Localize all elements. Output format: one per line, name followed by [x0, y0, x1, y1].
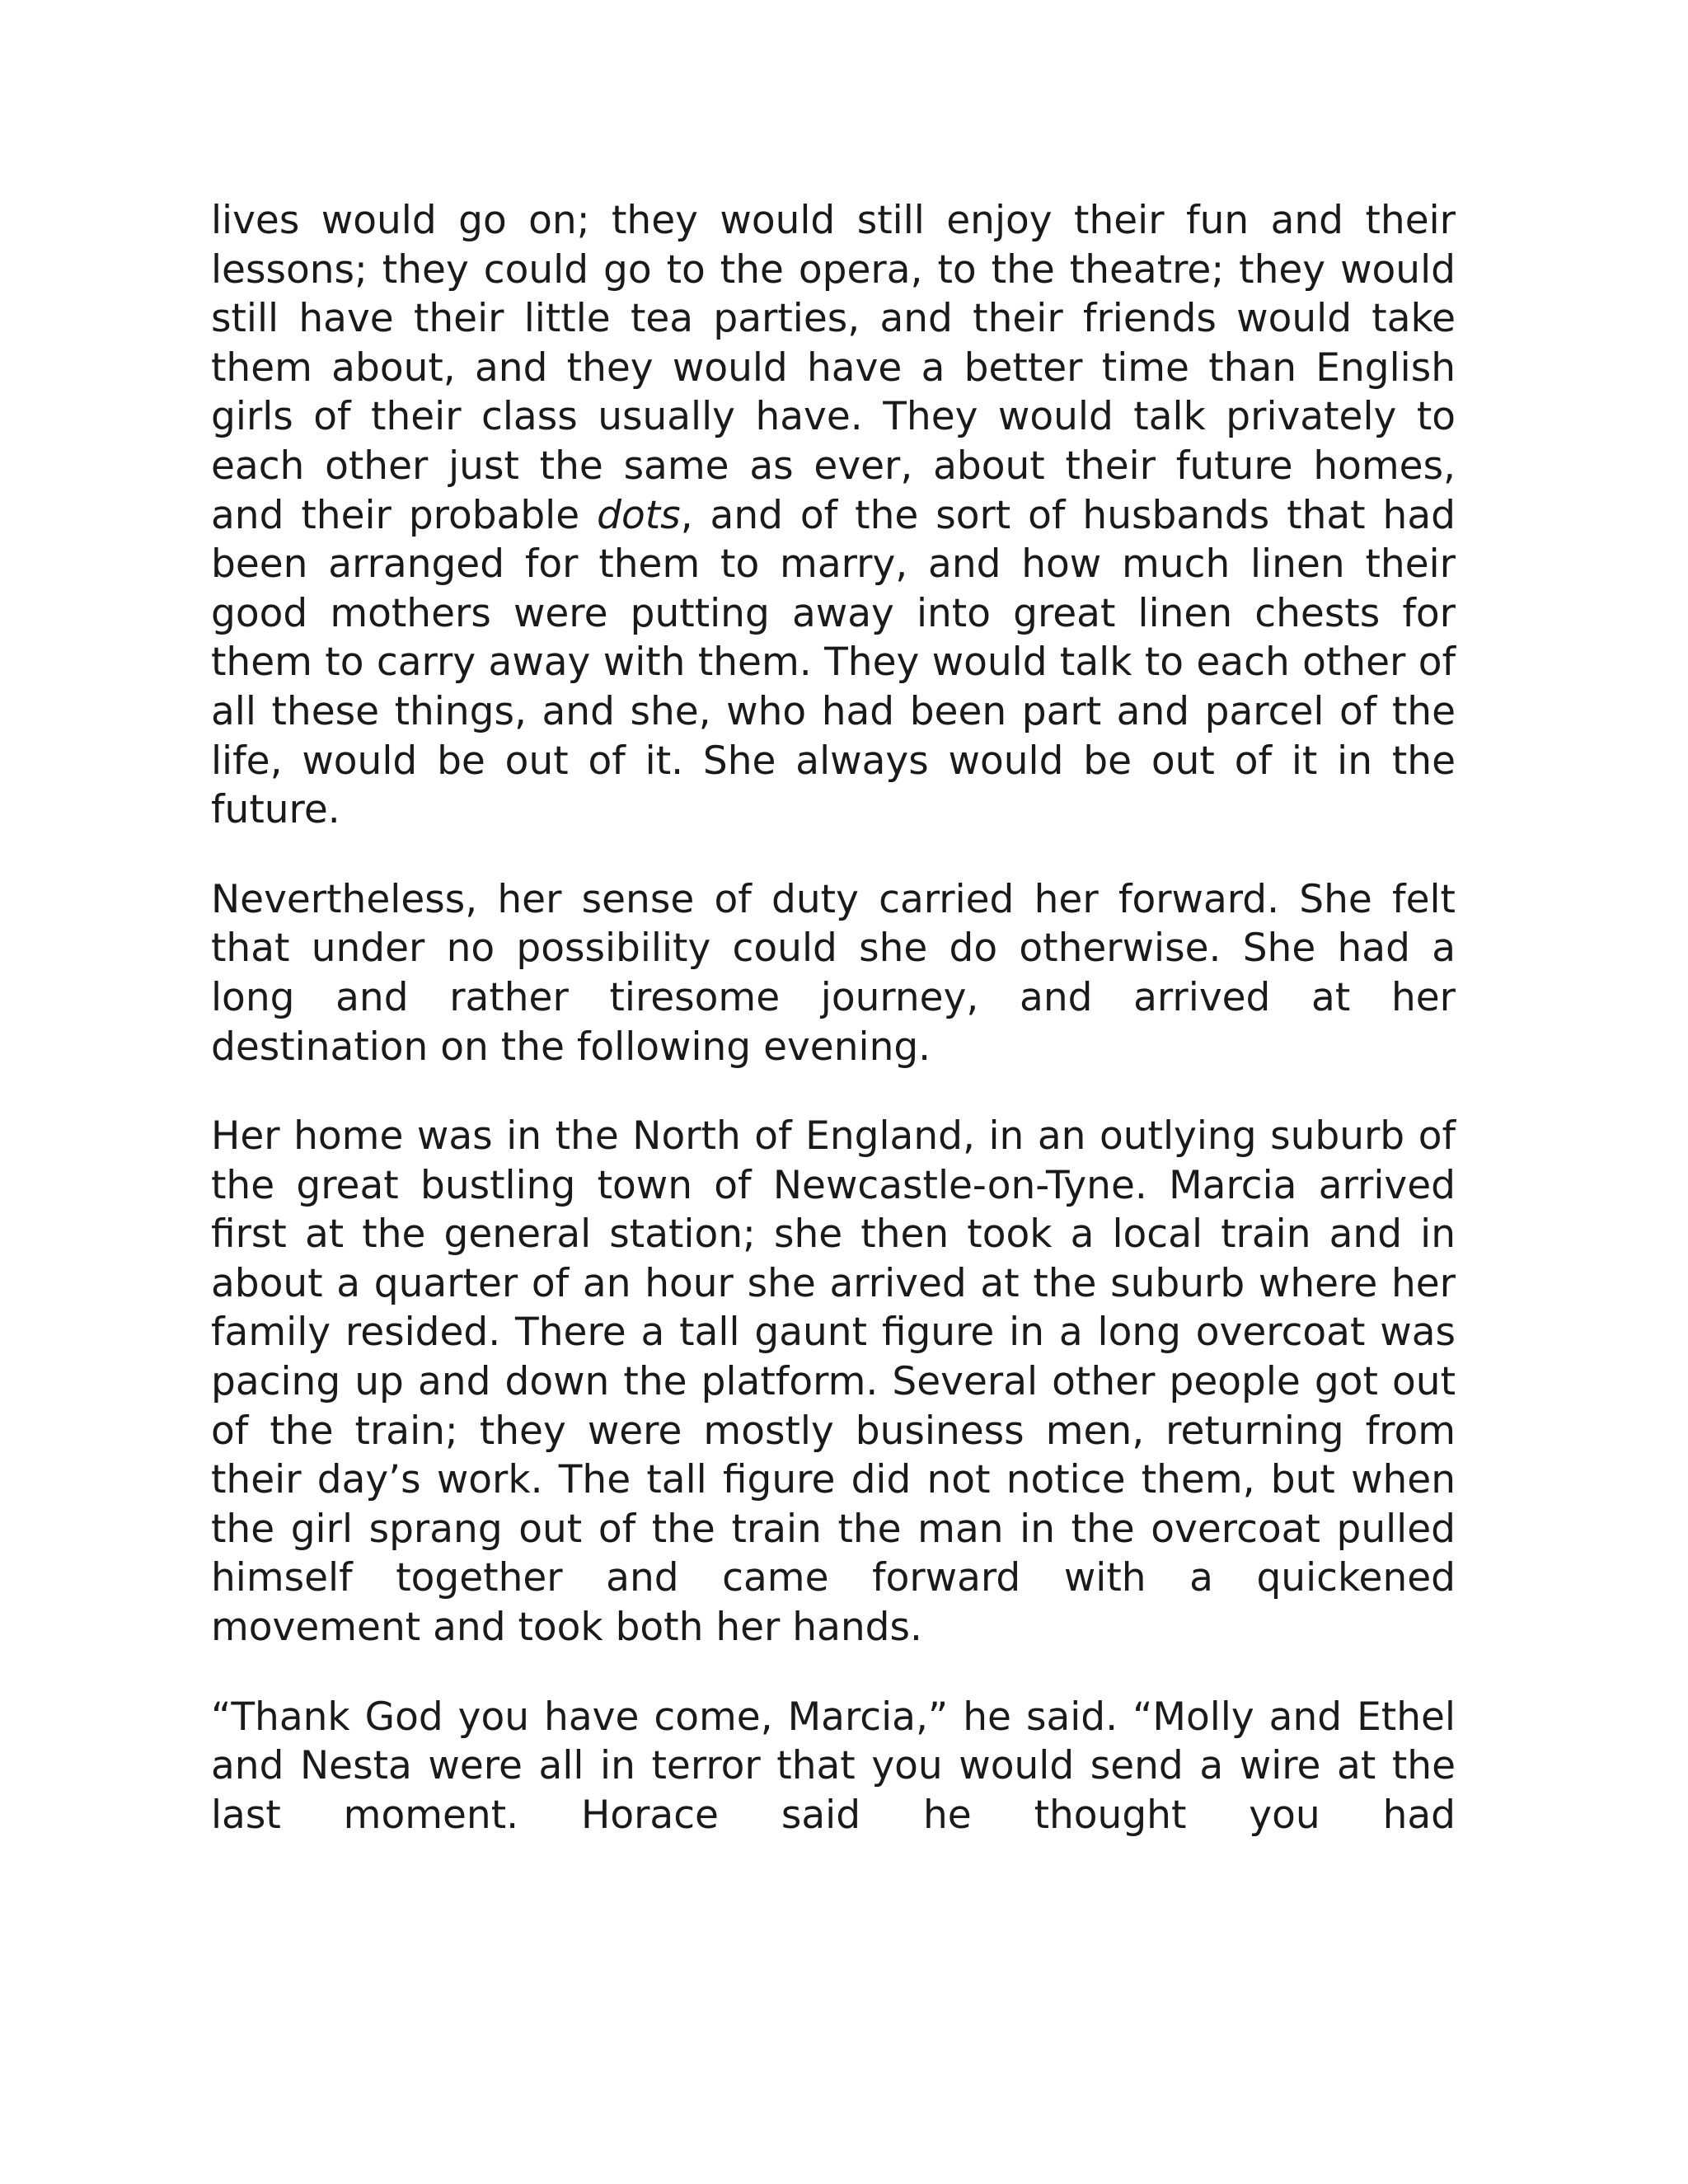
- paragraph-4: “Thank God you have come, Marcia,” he said. “Molly and Ethel and Nesta were all in terror that you would send a wire at the last moment. Horace said he thought you had: [211, 1694, 1456, 1838]
- book-page: [211, 196, 1456, 1880]
- paragraph-1: [211, 196, 1456, 835]
- paragraph-1-text-start: lives would go on; they would still enjoy their fun and their lessons; they could go to the opera, to the theatre; they would still have their little tea parties, and their friends would take them about, and they would have a better time than English girls of their class usually have. They would talk privately to each other just the same as ever, about their future homes, and their probable: [211, 198, 1456, 538]
- paragraph-1-text-end: , and of the sort of husbands that had been arranged for them to marry, and how much linen their good mothers were putting away into great linen chests for them to carry away with them. They would talk to each other of all these things, and she, who had been part and parcel of the life, would be out of it. She always would be out of it in the future.: [211, 492, 1456, 833]
- paragraph-2: Nevertheless, her sense of duty carried her forward. She felt that under no possibility could she do otherwise. She had a long and rather tiresome journey, and arrived at her destination on the following evening.: [211, 876, 1456, 1070]
- paragraph-3: Her home was in the North of England, in an outlying suburb of the great bustling town of Newcastle-on-Tyne. Marcia arrived first at the general station; she then took a local train and in about a quarter of an hour she arrived at the suburb where her family resided. There a tall gaunt figure in a long overcoat was pacing up and down the platform. Several other people got out of the train; they were mostly business men, returning from their day’s work. The tall figure did not notice them, but when the girl sprang out of the train the man in the overcoat pulled himself together and came forward with a quickened movement and took both her hands.: [211, 1113, 1456, 1651]
- italic-word-dots: dots: [597, 492, 681, 538]
